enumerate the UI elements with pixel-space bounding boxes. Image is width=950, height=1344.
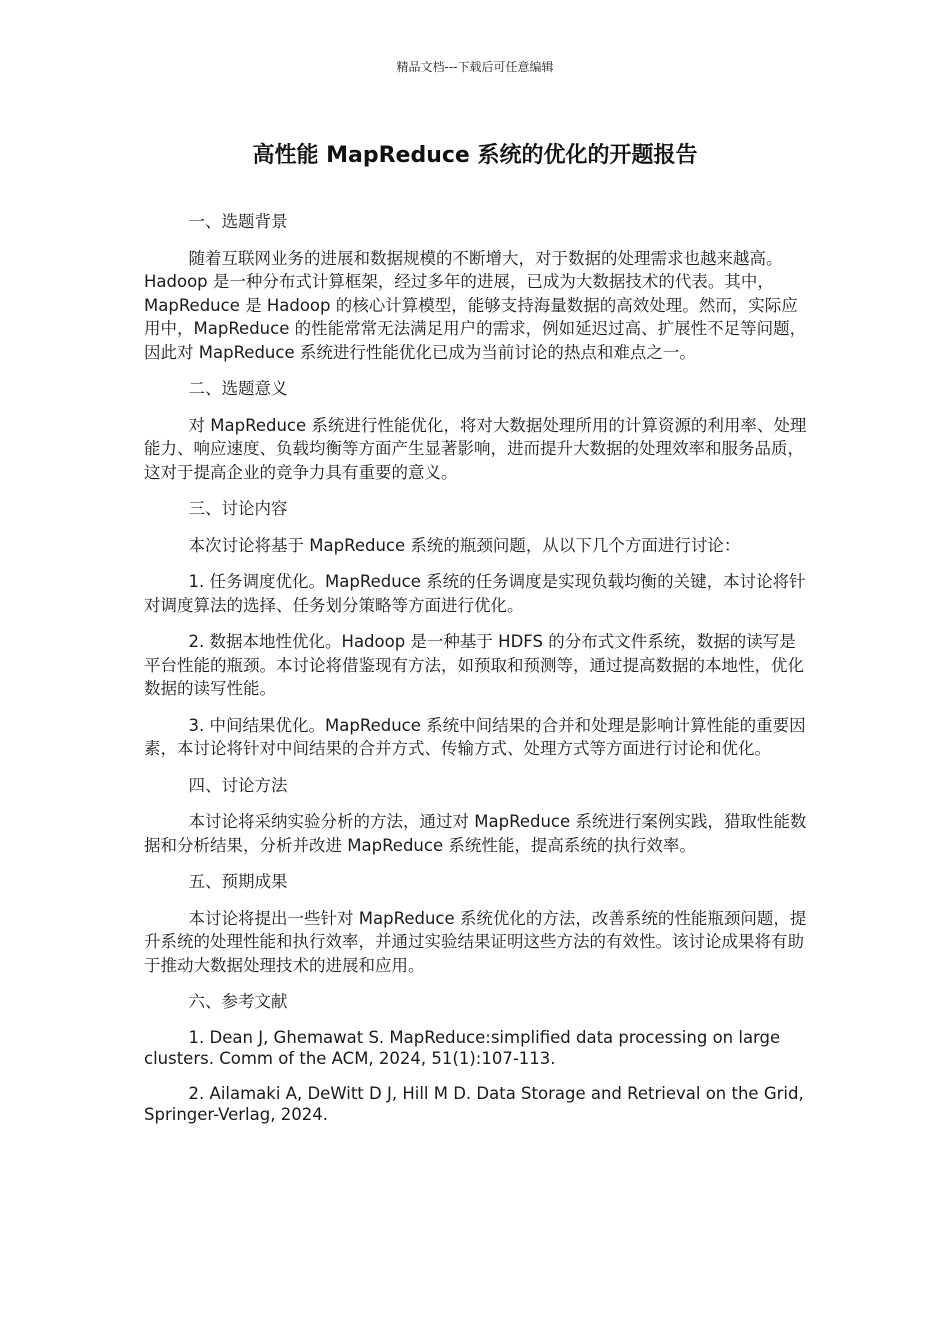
document-title: 高性能 MapReduce 系统的优化的开题报告 xyxy=(252,143,698,168)
list-item: 1. 任务调度优化。MapReduce 系统的任务调度是实现负载均衡的关键，本讨论将针对调度算法的选择、任务划分策略等方面进行优化。 xyxy=(144,572,806,615)
paragraph: 本次讨论将基于 MapReduce 系统的瓶颈问题，从以下几个方面进行讨论： xyxy=(188,535,741,555)
paragraph: 随着互联网业务的进展和数据规模的不断增大，对于数据的处理需求也越来越高。Hadoop 是一种分布式计算框架，经过多年的进展，已成为大数据技术的代表。其中，MapReduce 是 Hadoop 的核心计算模型，能够支持海量数据的高效处理。然而，实际应用中，MapReduce 的性能常常无法满足用户的需求，例如延迟过高、扩展性不足等问题，因此对 MapReduce 系统进行性能优化已成为当前讨论的热点和难点之一。 xyxy=(144,248,807,362)
section-heading: 六、参考文献 xyxy=(188,992,288,1011)
paragraph: 本讨论将采纳实验分析的方法，通过对 MapReduce 系统进行案例实践，猎取性能数据和分析结果，分析并改进 MapReduce 系统性能，提高系统的执行效率。 xyxy=(144,812,807,855)
document-body xyxy=(144,210,809,1139)
section-heading: 四、讨论方法 xyxy=(188,775,288,795)
paragraph: 对 MapReduce 系统进行性能优化，将对大数据处理所用的计算资源的利用率、处理能力、响应速度、负载均衡等方面产生显著影响，进而提升大数据的处理效率和服务品质，这对于提高企业的竞争力具有重要的意义。 xyxy=(144,415,807,482)
reference-item: 2. Ailamaki A, DeWitt D J, Hill M D. Data Storage and Retrieval on the Grid, Springer-Verlag, 2024. xyxy=(144,1083,804,1124)
header-note: 精品文档---下载后可任意编辑 xyxy=(396,60,554,74)
list-item: 3. 中间结果优化。MapReduce 系统中间结果的合并和处理是影响计算性能的重要因素，本讨论将针对中间结果的合并方式、传输方式、处理方式等方面进行讨论和优化。 xyxy=(144,715,806,758)
section-heading: 五、预期成果 xyxy=(188,872,288,891)
section-heading: 三、讨论内容 xyxy=(188,499,288,518)
paragraph: 本讨论将提出一些针对 MapReduce 系统优化的方法，改善系统的性能瓶颈问题，提升系统的处理性能和执行效率，并通过实验结果证明这些方法的有效性。该讨论成果将有助于推动大数据处理技术的进展和应用。 xyxy=(144,908,807,975)
section-heading: 一、选题背景 xyxy=(188,212,288,231)
section-heading: 二、选题意义 xyxy=(188,379,288,398)
list-item: 2. 数据本地性优化。Hadoop 是一种基于 HDFS 的分布式文件系统，数据的读写是平台性能的瓶颈。本讨论将借鉴现有方法，如预取和预测等，通过提高数据的本地性，优化数据的读写性能。 xyxy=(144,632,804,698)
reference-item: 1. Dean J, Ghemawat S. MapReduce:simplified data processing on large clusters. Comm of the ACM, 2024, 51(1):107-113. xyxy=(144,1027,781,1068)
